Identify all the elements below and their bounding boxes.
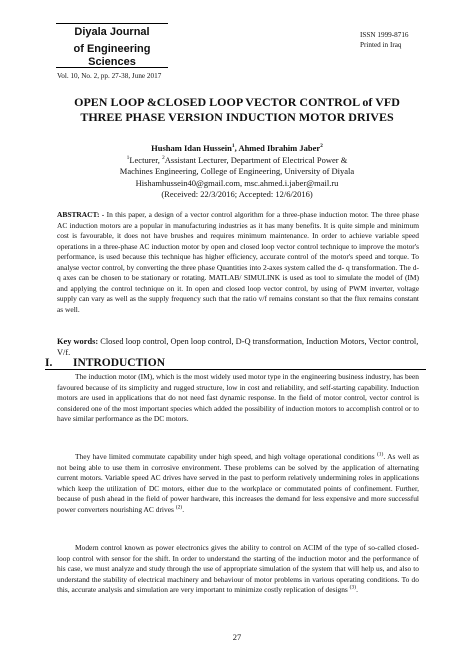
volume-line: Vol. 10, No. 2, pp. 27-38, June 2017 bbox=[57, 72, 162, 80]
author-names bbox=[40, 143, 434, 155]
keywords-label: Key words: bbox=[57, 337, 99, 346]
author-1-mark: 1 bbox=[231, 143, 235, 150]
citation-3: (3) bbox=[349, 584, 357, 591]
keywords-text: Closed loop control, Open loop control, D-Q transformation, Induction Motors, Vector control, V/f. bbox=[57, 337, 419, 357]
page-number: 27 bbox=[232, 632, 242, 642]
p3-text-c: . bbox=[356, 585, 358, 595]
author-separator: , bbox=[234, 143, 239, 153]
author-2: Ahmed Ibrahim Jaber bbox=[238, 143, 321, 153]
affil-mark-1: 1 bbox=[126, 154, 130, 161]
author-1: Husham Idan Hussein bbox=[151, 143, 232, 153]
printed-in: Printed in Iraq bbox=[360, 41, 402, 49]
journal-title-line1: Diyala Journal bbox=[74, 26, 150, 38]
abstract-text: In this paper, a design of a vector control algorithm for a three-phase induction motor. The three phase AC induction motors are a popular in manufacturing industries as it has many benefits. It is quite simple and minimum cost is favourable, it does not have brushes and requires minimum maintenance. In order to achieve variable speed operations in a three-phase AC induction motor by open and closed loop vector control technique to improve the motor's performance, is used because this technique has higher efficiency, accurate control of the motor's speed and torque. To analyse vector control, by converting the three phase Quantities into 2-axes system called the d- q transformation. The d-q axes can be chosen to be stationary or rotating. MATLAB/ SIMULINK is used as tool to simulate the model of (IM) and applying the control technique on it. In open and closed loop vector control, by using of PWM inverter, voltage supply can vary as well as the supply frequency such that the ratio v/f remains constant so that the flux remains constant as well. bbox=[57, 210, 419, 314]
abstract bbox=[57, 210, 419, 315]
paper-title bbox=[40, 95, 434, 125]
p2-text-c: . bbox=[182, 504, 185, 514]
received-dates: (Received: 22/3/2016; Accepted: 12/6/2016) bbox=[161, 189, 313, 199]
citation-1: (1) bbox=[376, 451, 384, 458]
intro-paragraph-3 bbox=[57, 543, 419, 596]
section-number: I. bbox=[45, 357, 53, 369]
author-emails: Hishamhussein40@gmail.com, msc.ahmed.i.jaber@mail.ru bbox=[135, 177, 339, 188]
journal-rule-bottom bbox=[56, 67, 168, 68]
p3-text-a: Modern control known as power electronics gives the ability to control on ACIM of the type of so-called closed-loop control with sensor for the shift. In order to understand the starting of the induction motor and the performance of his case, we must analyze and study through the use of appropriate simulation of the system that will help us, and also to understand the stability of electrical machinery and behaviour of motor problems in various operating conditions. To do this, accurate analysis and simulation are very important to minimize costly replication of designs bbox=[57, 543, 419, 595]
journal-title-line3: Sciences bbox=[88, 56, 136, 68]
issn: ISSN 1999-8716 bbox=[360, 31, 409, 39]
section-rule bbox=[45, 369, 426, 370]
journal-name bbox=[57, 22, 167, 69]
affil-role-1: Lecturer, bbox=[129, 154, 163, 165]
citation-2: (2) bbox=[175, 504, 183, 511]
issn-block bbox=[360, 30, 409, 50]
paper-title-line2: THREE PHASE VERSION INDUCTION MOTOR DRIVES bbox=[80, 110, 394, 124]
p2-text-a: They have limited commutate capability under high speed, and high voltage operational conditions bbox=[75, 452, 377, 461]
intro-paragraph-2 bbox=[57, 452, 419, 516]
intro-paragraph-1: The induction motor (IM), which is the most widely used motor type in the engineering business industry, has been favoured because of its simplicity and rugged structure, low in cost and reliability, and self-starting capability. Induction motors are used in applications that do not need fast dynamic response. In the field of motor control, vector control is considered one of the most important species which added the possibility of induction motors to accomplish control or to have similar performance as the DC motors. bbox=[57, 372, 419, 424]
affiliation-line1 bbox=[40, 155, 434, 167]
author-2-mark: 2 bbox=[320, 143, 323, 150]
paper-title-line1: OPEN LOOP &CLOSED LOOP VECTOR CONTROL of VFD bbox=[74, 95, 400, 109]
affil-role-2: Assistant Lecturer, Department of Electrical Power & bbox=[164, 154, 348, 165]
journal-title-line2: of Engineering bbox=[73, 43, 151, 55]
keywords bbox=[57, 337, 419, 358]
author-block bbox=[40, 143, 434, 201]
abstract-label: ABSTRACT: - bbox=[57, 210, 105, 219]
affil-mark-2: 2 bbox=[162, 154, 165, 161]
section-title: INTRODUCTION bbox=[73, 357, 166, 369]
affiliation-line2: Machines Engineering, College of Engineering, University of Diyala bbox=[119, 166, 355, 176]
section-heading bbox=[45, 357, 425, 369]
p2-text-b: . As well as not being able to use them in corrosive environment. These problems can be solved by the application of alternating current motors. Variable speed AC drives have served in the past to perform relatively undermining roles in applications which keep the utilization of DC motors, either due to the workplace or commutated points of confinement. Further, because of push ahead in the field of power hardware, this increases the demand for less expensive and more successful power converters nourishing AC drives bbox=[57, 452, 419, 514]
